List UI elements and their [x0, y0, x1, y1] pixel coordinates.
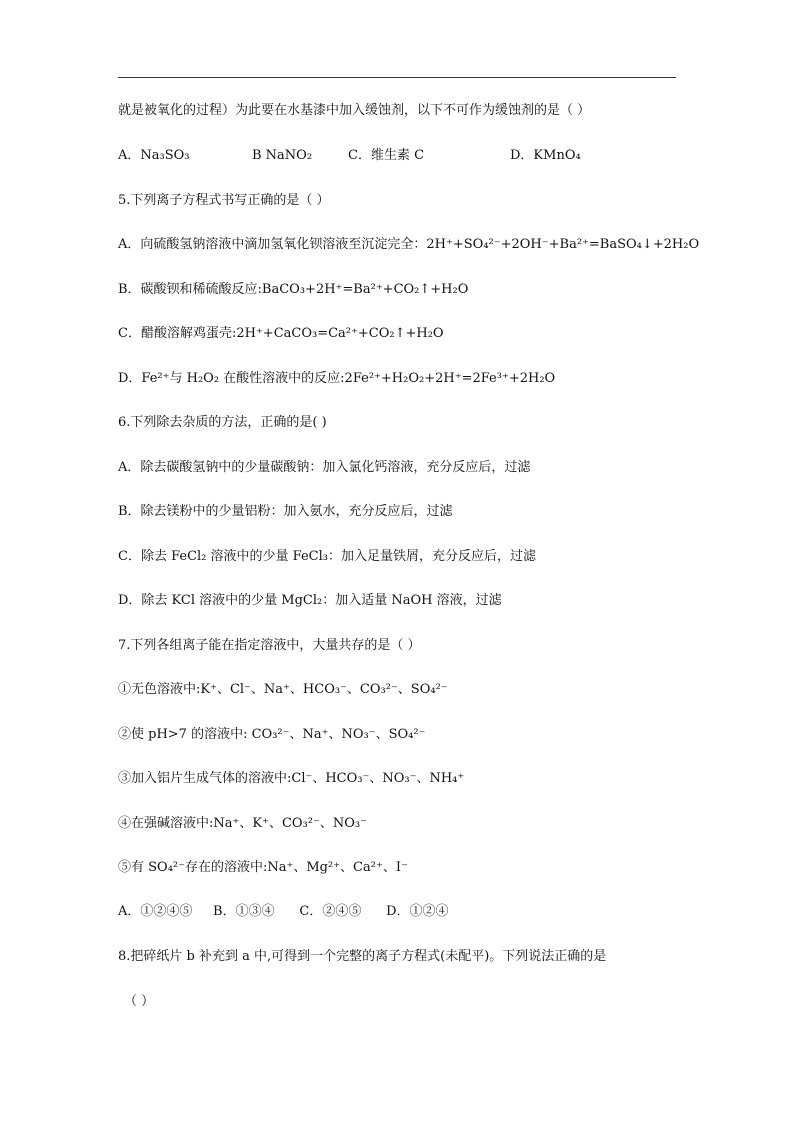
q4-option-d: D．KMnO₄ [510, 148, 581, 163]
q4-option-c: C．维生素 C [348, 148, 425, 163]
q4-option-a: A．Na₃SO₃ [118, 148, 190, 163]
q6-option-d: D．除去 KCl 溶液中的少量 MgCl₂：加入适量 NaOH 溶液，过滤 [118, 593, 502, 608]
q7-item-1: ①无色溶液中:K⁺、Cl⁻、Na⁺、HCO₃⁻、CO₃²⁻、SO₄²⁻ [118, 682, 448, 697]
question-7-stem: 7.下列各组离子能在指定溶液中，大量共存的是（ ） [118, 638, 421, 653]
q6-option-a: A．除去碳酸氢钠中的少量碳酸钠：加入氯化钙溶液，充分反应后，过滤 [118, 460, 531, 475]
q6-option-b: B．除去镁粉中的少量铝粉：加入氨水，充分反应后，过滤 [118, 504, 453, 519]
q7-item-2: ②使 pH>7 的溶液中: CO₃²⁻、Na⁺、NO₃⁻、SO₄²⁻ [118, 727, 426, 742]
q7-item-5: ⑤有 SO₄²⁻存在的溶液中:Na⁺、Mg²⁺、Ca²⁺、I⁻ [118, 860, 408, 875]
q7-item-4: ④在强碱溶液中:Na⁺、K⁺、CO₃²⁻、NO₃⁻ [118, 816, 367, 831]
q5-option-c: C．醋酸溶解鸡蛋壳:2H⁺+CaCO₃=Ca²⁺+CO₂↑+H₂O [118, 326, 444, 341]
q7-item-3: ③加入铝片生成气体的溶液中:Cl⁻、HCO₃⁻、NO₃⁻、NH₄⁺ [118, 771, 465, 786]
q8-answer-parenthesis: （ ） [124, 994, 155, 1009]
question-8-stem: 8.把碎纸片 b 补充到 a 中,可得到一个完整的离子方程式(未配平)。下列说法正确的是 [118, 949, 607, 964]
q4-option-b: B NaNO₂ [252, 148, 313, 163]
question-5-stem: 5.下列离子方程式书写正确的是（ ） [118, 193, 330, 208]
header-rule [118, 77, 676, 78]
q6-option-c: C．除去 FeCl₂ 溶液中的少量 FeCl₃：加入足量铁屑，充分反应后，过滤 [118, 549, 536, 564]
question-6-stem: 6.下列除去杂质的方法，正确的是( ) [118, 415, 327, 430]
q5-option-d: D．Fe²⁺与 H₂O₂ 在酸性溶液中的反应:2Fe²⁺+H₂O₂+2H⁺=2Fe³⁺+2H₂O [118, 371, 556, 386]
q7-options: A．①②④⑤ B．①③④ C．②④⑤ D．①②④ [118, 904, 449, 919]
q5-option-a: A．向硫酸氢钠溶液中滴加氢氧化钡溶液至沉淀完全：2H⁺+SO₄²⁻+2OH⁻+Ba²⁺=BaSO₄↓+2H₂O [118, 237, 700, 252]
question-4-stem-continued: 就是被氧化的过程）为此要在水基漆中加入缓蚀剂，以下不可作为缓蚀剂的是（ ） [118, 103, 591, 118]
q5-option-b: B．碳酸钡和稀硫酸反应:BaCO₃+2H⁺=Ba²⁺+CO₂↑+H₂O [118, 282, 469, 297]
